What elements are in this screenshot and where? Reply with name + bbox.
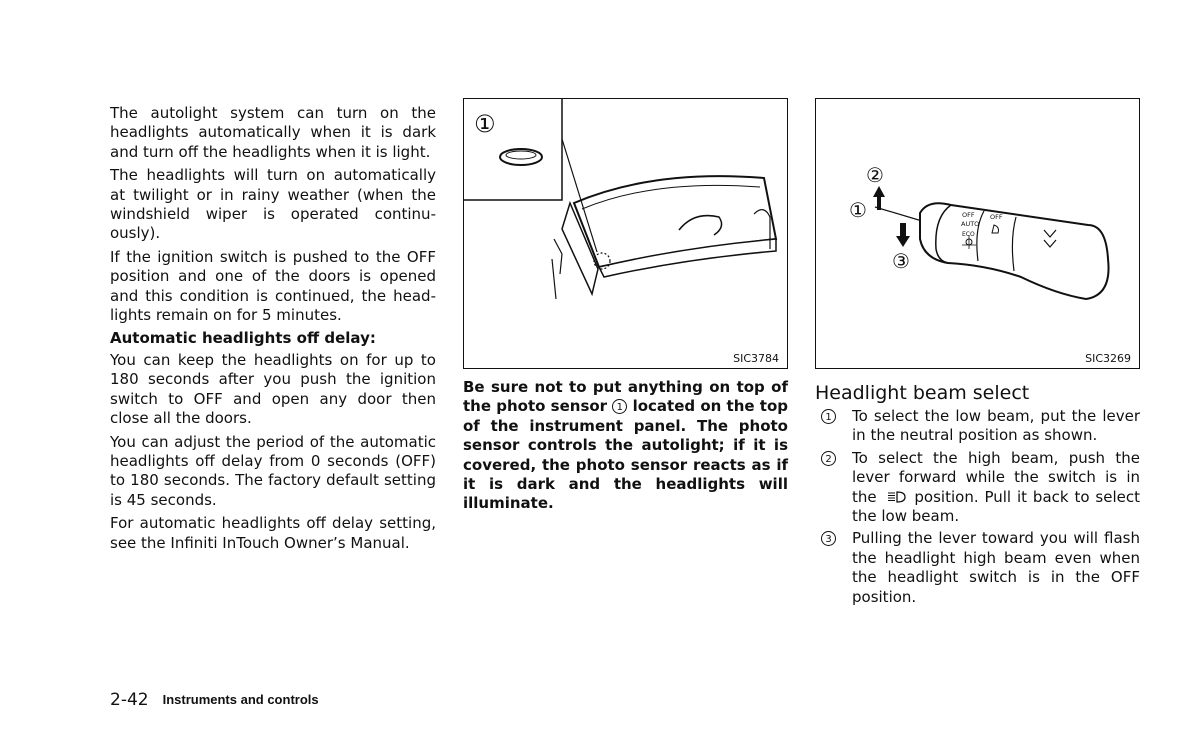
- rear-view-mirror: [679, 216, 722, 235]
- headlight-on-icon: [883, 491, 909, 503]
- beam-item-1-number: 1: [821, 409, 836, 424]
- off-delay-paragraph: You can keep the headlights on for up to 180 seconds after you push the ignition switch to OFF and open any door then close all the doors.: [110, 350, 436, 428]
- twilight-paragraph: The headlights will turn on automatically at twilight or in rainy weather (when the windshield wiper is operated continuously).: [110, 166, 436, 243]
- page-footer: [110, 690, 319, 710]
- caution-text-part2: located on the top of the instrument panel. The photo sensor controls the autolight; if it is covered, the photo sensor reacts as if it is dark and the headlights will illuminate.: [463, 397, 788, 513]
- ignition-off-paragraph: If the ignition switch is pushed to the OFF position and one of the doors is opened and this condition is continued, the headlights remain on for 5 minutes.: [110, 247, 436, 325]
- beam-item-3: [815, 529, 1140, 607]
- left-column: [110, 104, 436, 557]
- beam-item-2-text-b: position. Pull it back to select the low beam.: [852, 487, 1140, 526]
- beam-item-1: [815, 407, 1140, 446]
- switch-label-off: OFF: [962, 211, 975, 219]
- lever-illustration: [816, 99, 1140, 369]
- page-number: 2-42: [110, 690, 149, 710]
- off-delay-subheading: Automatic headlights off delay:: [110, 329, 376, 348]
- switch-label-eco: ECO: [962, 231, 975, 238]
- dashboard-illustration: [464, 99, 788, 369]
- figure2-callout-3: ③: [892, 249, 910, 273]
- beam-item-1-text: To select the low beam, put the lever in the neutral position as shown.: [852, 407, 1140, 445]
- figure2-callout-1: ①: [849, 198, 867, 222]
- beam-item-3-number: 3: [821, 531, 836, 546]
- adjust-delay-paragraph: You can adjust the period of the automatic headlights off delay from 0 seconds (OFF) to 180 seconds. The factory default setting is 45 seconds.: [110, 432, 436, 509]
- beam-item-2-number: 2: [821, 451, 836, 466]
- backward-arrow-icon: [896, 223, 910, 247]
- figure2-code: SIC3269: [1085, 352, 1131, 365]
- lever-leader-line: [875, 207, 922, 221]
- switch-label-fog-off: OFF: [990, 213, 1003, 221]
- section-title: Instruments and controls: [162, 692, 319, 707]
- forward-arrow-icon: [873, 186, 885, 210]
- autolight-intro-paragraph: The autolight system can turn on the headlights automatically when it is dark and turn off the headlights when it is light.: [110, 104, 436, 161]
- intouch-reference-paragraph: For automatic headlights off delay setting, see the Infiniti InTouch Owner’s Manual.: [110, 514, 436, 552]
- figure1-callout: ①: [474, 110, 496, 138]
- photo-sensor-figure: [463, 98, 788, 369]
- beam-item-2: [815, 449, 1140, 527]
- caution-text-part1: Be sure not to put anything on top of the photo sensor: [463, 378, 788, 416]
- beam-select-heading: Headlight beam select: [815, 382, 1030, 404]
- beam-select-list: [815, 407, 1140, 610]
- lever-body: [920, 203, 1109, 299]
- beam-item-3-text: Pulling the lever toward you will flash the headlight high beam even when the headlight switch is in the OFF position.: [852, 529, 1140, 606]
- switch-label-auto: AUTO: [961, 220, 980, 228]
- figure2-callout-2: ②: [866, 163, 884, 187]
- figure1-code: SIC3784: [733, 352, 779, 365]
- headlight-lever-figure: [815, 98, 1140, 369]
- beam-item-2-text-a: To select the high beam, push the lever forward while the switch is in the: [852, 448, 1140, 506]
- photo-sensor-caution: [463, 378, 788, 514]
- caution-marker: 1: [612, 399, 627, 414]
- dashboard-top: [599, 239, 776, 277]
